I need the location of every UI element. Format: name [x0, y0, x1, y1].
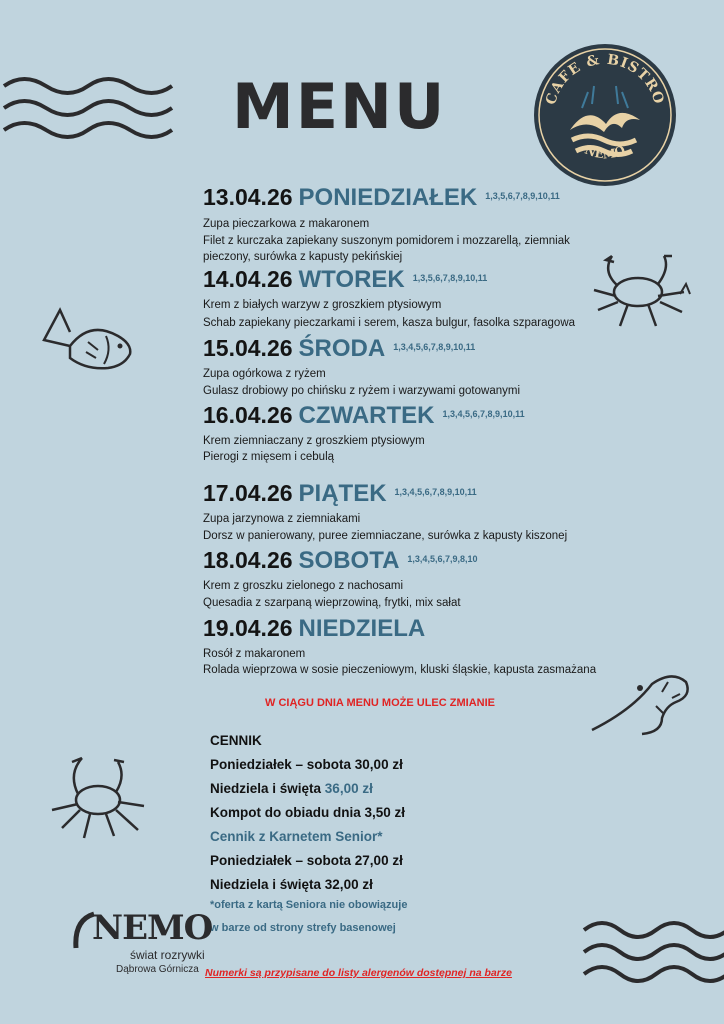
- svg-text:CAFE & BISTRO: CAFE & BISTRO: [543, 51, 667, 107]
- price-weekday: Poniedziałek – sobota 30,00 zł: [210, 757, 403, 772]
- day-header-monday: 13.04.26 PONIEDZIAŁEK $^{1,3,5,6,7,8,9,10,11}$: [203, 184, 560, 211]
- waves-icon: [582, 918, 724, 988]
- day-header-tuesday: 14.04.26 WTOREK $^{1,3,5,6,7,8,9,10,11}$: [203, 266, 488, 293]
- dish-line: pieczony, surówka z kapusty pekińskiej: [203, 251, 403, 263]
- dish-line: Gulasz drobiowy po chińsku z ryżem i warzywami gotowanymi: [203, 385, 520, 397]
- senior-note: w barze od strony strefy basenowej: [210, 922, 396, 934]
- dish-line: Krem z białych warzyw z groszkiem ptysiowym: [203, 299, 442, 311]
- dish-line: Zupa jarzynowa z ziemniakami: [203, 513, 361, 525]
- crab-icon: [588, 246, 698, 336]
- dish-line: Rolada wieprzowa w sosie pieczeniowym, kluski śląskie, kapusta zasmażana: [203, 664, 597, 676]
- price-heading: CENNIK: [210, 733, 262, 748]
- dish-line: Zupa pieczarkowa z makaronem: [203, 218, 370, 230]
- day-header-saturday: 18.04.26 SOBOTA $^{1,3,4,5,6,7,9,8,10}$: [203, 547, 478, 574]
- dish-line: Rosół z makaronem: [203, 648, 306, 660]
- senior-price-sunday: Niedziela i święta 32,00 zł: [210, 877, 373, 892]
- price-sunday: Niedziela i święta 36,00 zł: [210, 781, 373, 796]
- nemo-logo-city: Dąbrowa Górnicza: [116, 964, 199, 975]
- day-header-thursday: 16.04.26 CZWARTEK $^{1,3,4,5,6,7,8,9,10,11}$: [203, 402, 525, 429]
- dish-line: Dorsz w panierowany, puree ziemniaczane, surówka z kapusty kiszonej: [203, 530, 568, 542]
- nemo-logo-tagline: świat rozrywki: [130, 948, 205, 962]
- price-kompot: Kompot do obiadu dnia 3,50 zł: [210, 805, 406, 820]
- senior-price-weekday: Poniedziałek – sobota 27,00 zł: [210, 853, 403, 868]
- change-notice: W CIĄGU DNIA MENU MOŻE ULEC ZMIANIE: [265, 697, 495, 709]
- nemo-logo: [72, 908, 212, 980]
- dish-line: Krem ziemniaczany z groszkiem ptysiowym: [203, 435, 425, 447]
- dish-line: Zupa ogórkowa z ryżem: [203, 368, 326, 380]
- fish-icon: [40, 306, 136, 382]
- svg-text:NEMO: NEMO: [582, 142, 628, 162]
- dish-line: Quesadia z szarpaną wieprzowiną, frytki, mix sałat: [203, 597, 461, 609]
- day-header-friday: 17.04.26 PIĄTEK $^{1,3,4,5,6,7,8,9,10,11}$: [203, 480, 477, 507]
- dish-line: Schab zapiekany pieczarkami i serem, kasza bulgur, fasolka szparagowa: [203, 317, 576, 329]
- day-header-sunday: 19.04.26 NIEDZIELA: [203, 615, 426, 642]
- senior-price-heading: Cennik z Karnetem Senior*: [210, 829, 383, 844]
- day-header-wednesday: 15.04.26 ŚRODA $^{1,3,4,5,6,7,8,9,10,11}$: [203, 335, 476, 362]
- nemo-logo-text: NEMO: [92, 908, 213, 948]
- shrimp-icon: [582, 672, 694, 736]
- waves-icon: [0, 74, 180, 144]
- allergen-footer-note: Numerki są przypisane do listy alergenów dostępnej na barze: [205, 967, 512, 979]
- page-title: MENU: [232, 70, 447, 143]
- cafe-bistro-logo: [532, 42, 678, 188]
- crab-icon: [44, 752, 152, 848]
- dish-line: Pierogi z mięsem i cebulą: [203, 451, 335, 463]
- dish-line: Filet z kurczaka zapiekany suszonym pomidorem i mozzarellą, ziemniak: [203, 235, 570, 247]
- senior-note: *oferta z kartą Seniora nie obowiązuje: [210, 899, 408, 911]
- dish-line: Krem z groszku zielonego z nachosami: [203, 580, 404, 592]
